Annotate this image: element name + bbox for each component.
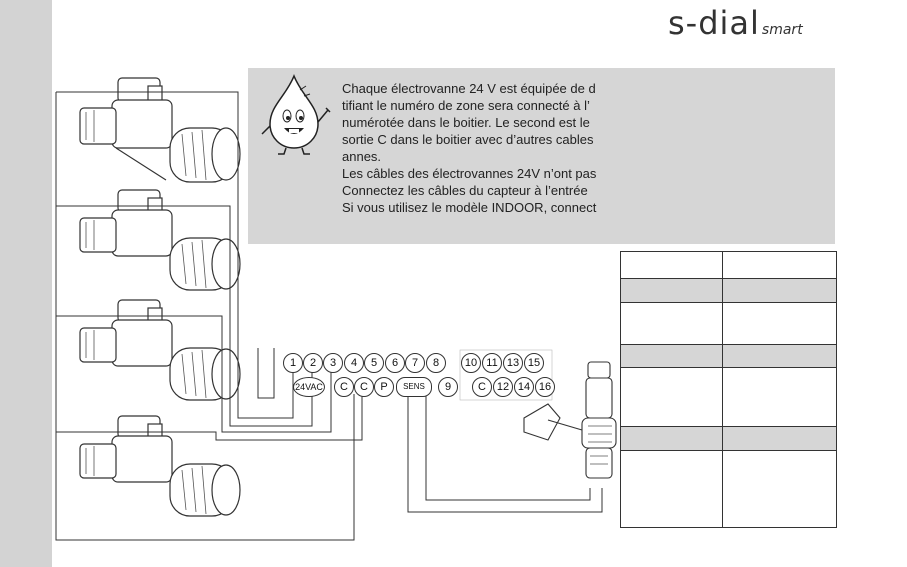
terminal-10: 10 [461, 353, 481, 373]
info-line: tifiant le numéro de zone sera connecté à l’ [342, 98, 590, 113]
terminal-9: 9 [438, 377, 458, 397]
terminal-2: 2 [303, 353, 323, 373]
brand-name: s-dial [668, 4, 760, 42]
terminal-5: 5 [364, 353, 384, 373]
terminal-12: 12 [493, 377, 513, 397]
terminal-16: 16 [535, 377, 555, 397]
table-row [621, 303, 836, 345]
terminal-c: C [472, 377, 492, 397]
table-row [621, 279, 836, 303]
terminal-11: 11 [482, 353, 502, 373]
terminal-p: P [374, 377, 394, 397]
terminal-7: 7 [405, 353, 425, 373]
info-line: Les câbles des électrovannes 24V n’ont pas [342, 166, 597, 181]
terminal-c: C [354, 377, 374, 397]
info-line: sortie C dans le boitier avec d’autres cables [342, 132, 594, 147]
terminal-1: 1 [283, 353, 303, 373]
info-line: Connectez les câbles du capteur à l’entrée [342, 183, 588, 198]
terminal-c: C [334, 377, 354, 397]
terminal-15: 15 [524, 353, 544, 373]
terminal-3: 3 [323, 353, 343, 373]
table-row [621, 345, 836, 368]
terminal-sens: SENS [396, 377, 432, 397]
rain-sensor-icon [520, 360, 620, 490]
table-row [621, 368, 836, 427]
table-divider [722, 252, 723, 527]
table-row [621, 252, 836, 279]
info-line: Si vous utilisez le modèle INDOOR, connect [342, 200, 597, 215]
info-line: Chaque électrovanne 24 V est équipée de d [342, 81, 596, 96]
terminal-4: 4 [344, 353, 364, 373]
terminal-24vac: 24VAC [293, 377, 325, 397]
brand-suffix: smart [761, 22, 803, 38]
wiring-table [620, 251, 837, 528]
terminal-14: 14 [514, 377, 534, 397]
terminal-8: 8 [426, 353, 446, 373]
info-line: numérotée dans le boitier. Le second est le [342, 115, 590, 130]
terminal-6: 6 [385, 353, 405, 373]
terminal-13: 13 [503, 353, 523, 373]
info-line: annes. [342, 149, 382, 164]
table-row [621, 427, 836, 451]
